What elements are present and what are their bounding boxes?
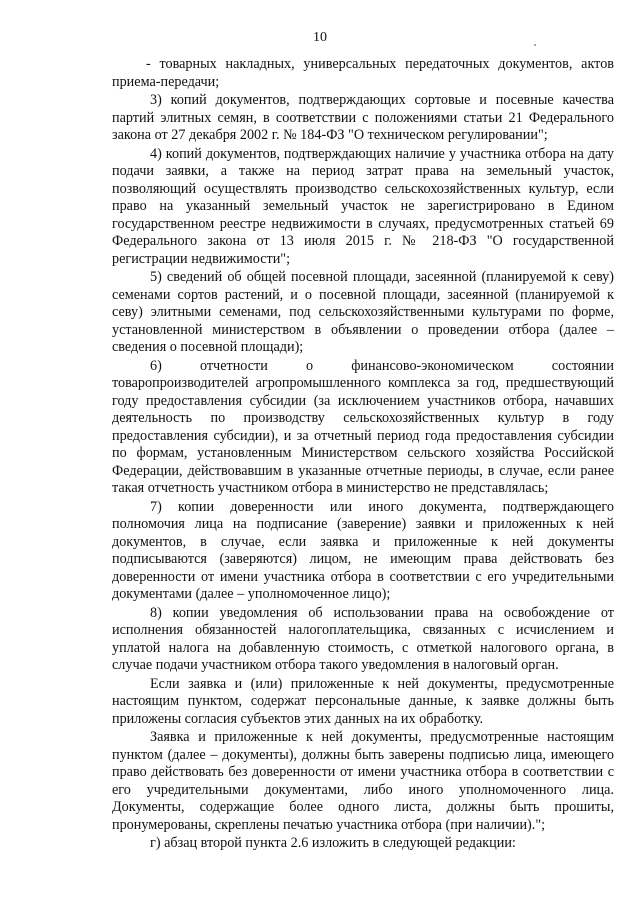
paragraph: 8) копии уведомления об использовании права на освобождение от исполнения обязанностей налогоплательщика, связанных с исчислением и уплатой налога на добавленную стоимость, с отметкой налогового органа, в случае подачи участником отбора такого уведомления в налоговый орган. — [112, 604, 614, 673]
paragraph: 5) сведений об общей посевной площади, засеянной (планируемой к севу) семенами сортов растений, и о посевной площади, засеянной (планируемой к севу) элитными семенами, под сельскохозяйственными культурами по форме, установленной министерством в объявлении о проведении отбора (далее – сведения о посевной площади); — [112, 269, 614, 355]
paragraph: 7) копии доверенности или иного документа, подтверждающего полномочия лица на подписание (заверение) заявки и приложенных к ней документов, в случае, если заявка и приложенные к ней документы подписываются (заверяются) лицом, не имеющим права действовать без доверенности от имени участника отбора в соответствии с его учредительными документами (далее – уполномоченное лицо); — [112, 498, 614, 602]
paragraph: 6) отчетности о финансово-экономическом состоянии товаропроизводителей агропромышленного комплекса за год, предшествующий году предоставления субсидии (за исключением участников отбора, начавших деятельность по производству сельскохозяйственных культур в году предоставления субсидии), и за отчетный период года предоставления субсидии по формам, установленным Министерством сельского хозяйства Российской Федерации, действовавшим в указанные отчетные периоды, в случае, если ранее такая отчетность участником отбора в министерство не представлялась; — [112, 357, 614, 496]
paragraph: Заявка и приложенные к ней документы, предусмотренные настоящим пунктом (далее – документы), должны быть заверены подписью лица, имеющего право действовать без доверенности от имени участника отбора в соответствии с его учредительными документами, либо иного уполномоченного лица. Документы, содержащие более одного листа, должны быть прошиты, пронумерованы, скреплены печатью участника отбора (при наличии)."; — [112, 729, 614, 833]
paragraph: - товарных накладных, универсальных передаточных документов, актов приема-передачи; — [112, 56, 614, 90]
document-body — [112, 56, 614, 854]
page-number: 10 — [313, 30, 327, 45]
paragraph: Если заявка и (или) приложенные к ней документы, предусмотренные настоящим пунктом, содержат персональные данные, к заявке должны быть приложены согласия субъектов этих данных на их обработку. — [112, 675, 614, 727]
scan-speck — [534, 44, 536, 46]
paragraph: г) абзац второй пункта 2.6 изложить в следующей редакции: — [150, 835, 516, 851]
paragraph: 3) копий документов, подтверждающих сортовые и посевные качества партий элитных семян, в соответствии с положениями статьи 21 Федерального закона от 27 декабря 2002 г. № 184-ФЗ "О техническом регулировании"; — [112, 92, 614, 143]
paragraph: 4) копий документов, подтверждающих наличие у участника отбора на дату подачи заявки, а также на период затрат права на земельный участок, позволяющий осуществлять производство сельскохозяйственных культур, если право на указанный земельный участок не зарегистрировано в Едином государственном реестре недвижимости в случаях, предусмотренных статьей 69 Федерального закона от 13 июля 2015 г. № 218-ФЗ "О государственной регистрации недвижимости"; — [112, 145, 614, 267]
